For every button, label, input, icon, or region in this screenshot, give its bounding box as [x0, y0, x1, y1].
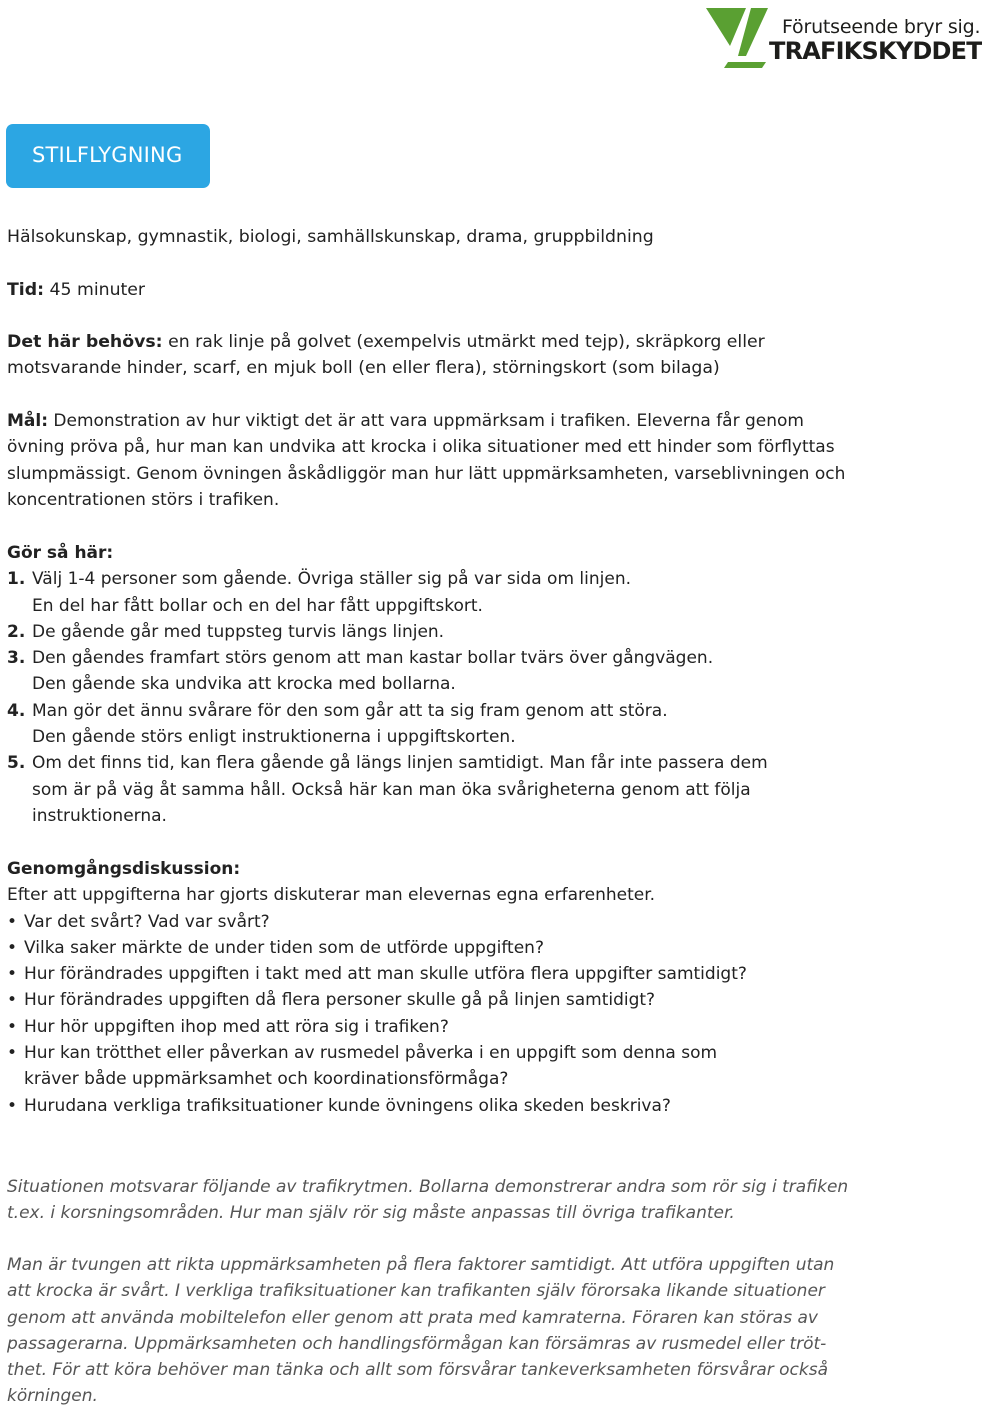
question-text-line: • Hur förändrades uppgiften då flera personer skulle gå på linjen samtidigt? — [24, 990, 656, 1011]
step-number: 3. — [7, 648, 26, 669]
discussion-heading: Genomgångsdiskussion: — [7, 859, 241, 879]
question-text-line: kräver både uppmärksamhet och koordinationsförmåga? — [24, 1069, 509, 1090]
instructions-heading: Gör så här: — [7, 543, 114, 563]
instruction-step-2 — [7, 619, 917, 645]
discussion-question — [7, 987, 917, 1013]
step-text-line: Den gående störs enligt instruktionerna i uppgiftskorten. — [32, 727, 516, 748]
title-banner — [6, 124, 210, 188]
question-text-line: • Var det svårt? Vad var svårt? — [24, 911, 270, 932]
discussion-question — [7, 1040, 917, 1093]
note-line: genom att använda mobiltelefon eller genom att prata med kamraterna. Föraren kan störas av — [7, 1307, 818, 1328]
goal-line-2: övning pröva på, hur man kan undvika att krocka i olika situationer med ett hinder som förflyttas — [7, 437, 835, 458]
step-text-line: Den gåendes framfart störs genom att man kastar bollar tvärs över gångvägen. — [32, 648, 714, 669]
discussion-question — [7, 961, 917, 987]
notes-paragraph-1 — [7, 1174, 917, 1227]
time-line — [7, 277, 917, 303]
time-label: Tid: — [7, 280, 44, 300]
goal-section — [7, 408, 917, 513]
step-text-line: En del har fått bollar och en del har fått uppgiftskort. — [32, 595, 483, 616]
instruction-step-1 — [7, 566, 917, 619]
note-line: passagerarna. Uppmärksamheten och handlingsförmågan kan försämras av rusmedel eller tröt- — [7, 1333, 827, 1354]
instruction-step-4 — [7, 698, 917, 751]
step-text-line: De gående går med tuppsteg turvis längs linjen. — [32, 621, 445, 642]
trafikskyddet-logo-mark-icon — [704, 6, 768, 68]
step-text-line: Välj 1-4 personer som gående. Övriga ställer sig på var sida om linjen. — [32, 569, 631, 590]
instruction-step-3 — [7, 645, 917, 698]
note-line: att krocka är svårt. I verkliga trafiksituationer kan trafikanten själv förorsaka likande situationer — [7, 1281, 825, 1302]
note-line: Situationen motsvarar följande av trafikrytmen. Bollarna demonstrerar andra som rör sig i trafiken — [7, 1177, 849, 1197]
note-line: t.ex. i korsningsområden. Hur man själv rör sig måste anpassas till övriga trafikanter. — [7, 1203, 735, 1224]
notes-paragraph-2 — [7, 1252, 917, 1410]
time-value: 45 minuter — [49, 280, 146, 300]
discussion-question — [7, 1093, 917, 1119]
step-number: 1. — [7, 569, 26, 590]
discussion-question — [7, 935, 917, 961]
goal-text-1: Demonstration av hur viktigt det är att vara uppmärksam i trafiken. Eleverna får genom — [53, 411, 804, 431]
goal-line-1 — [7, 408, 917, 434]
logo-name: TRAFIKSKYDDET — [769, 37, 982, 65]
subjects-text: Hälsokunskap, gymnastik, biologi, samhällskunskap, drama, gruppbildning — [7, 227, 654, 247]
page-title: STILFLYGNING — [32, 143, 183, 167]
discussion-section — [7, 856, 917, 1119]
question-text-line: • Hur kan trötthet eller påverkan av rusmedel påverka i en uppgift som denna som — [24, 1043, 718, 1064]
question-text-line: • Hurudana verkliga trafiksituationer kunde övningens olika skeden beskriva? — [24, 1095, 671, 1116]
step-number: 4. — [7, 700, 26, 721]
question-text-line: • Hur hör uppgiften ihop med att röra sig i trafiken? — [24, 1016, 449, 1037]
discussion-questions — [7, 909, 917, 1119]
materials-line-2: motsvarande hinder, scarf, en mjuk boll (en eller flera), störningskort (som bilaga) — [7, 358, 720, 379]
note-line: körningen. — [7, 1386, 98, 1407]
materials-line-1 — [7, 329, 917, 355]
trafikskyddet-logo — [704, 6, 982, 68]
goal-label: Mål: — [7, 411, 49, 431]
step-text-line: Om det finns tid, kan flera gående gå längs linjen samtidigt. Man får inte passera dem — [32, 753, 768, 774]
materials-section — [7, 329, 917, 382]
step-text-line: Man gör det ännu svårare för den som går att ta sig fram genom att störa. — [32, 700, 668, 721]
step-text-line: som är på väg åt samma håll. Också här kan man öka svårigheterna genom att följa — [32, 779, 751, 800]
instruction-step-5 — [7, 750, 917, 829]
materials-label: Det här behövs: — [7, 332, 163, 352]
step-text-line: Den gående ska undvika att krocka med bollarna. — [32, 674, 456, 695]
instructions-section — [7, 540, 917, 829]
note-line: Man är tvungen att rikta uppmärksamheten på flera faktorer samtidigt. Att utföra uppgiften utan — [7, 1255, 835, 1275]
question-text-line: • Vilka saker märkte de under tiden som de utförde uppgiften? — [24, 937, 544, 958]
discussion-question — [7, 909, 917, 935]
step-number: 2. — [7, 621, 26, 642]
step-text-line: instruktionerna. — [32, 805, 167, 826]
question-text-line: • Hur förändrades uppgiften i takt med att man skulle utföra flera uppgifter samtidigt? — [24, 964, 747, 985]
discussion-question — [7, 1014, 917, 1040]
subjects-line — [7, 224, 917, 250]
goal-line-3: slumpmässigt. Genom övningen åskådliggör man hur lätt uppmärksamheten, varseblivningen och — [7, 463, 846, 484]
discussion-intro: Efter att uppgifterna har gjorts diskuterar man elevernas egna erfarenheter. — [7, 885, 656, 906]
step-number: 5. — [7, 753, 26, 774]
instructions-list — [7, 566, 917, 829]
logo-tagline: Förutseende bryr sig. — [782, 16, 981, 38]
note-line: thet. För att köra behöver man tänka och allt som försvårar tankeverksamheten försvårar också — [7, 1360, 829, 1381]
goal-line-4: koncentrationen störs i trafiken. — [7, 489, 280, 510]
materials-text-1: en rak linje på golvet (exempelvis utmärkt med tejp), skräpkorg eller — [168, 332, 765, 352]
